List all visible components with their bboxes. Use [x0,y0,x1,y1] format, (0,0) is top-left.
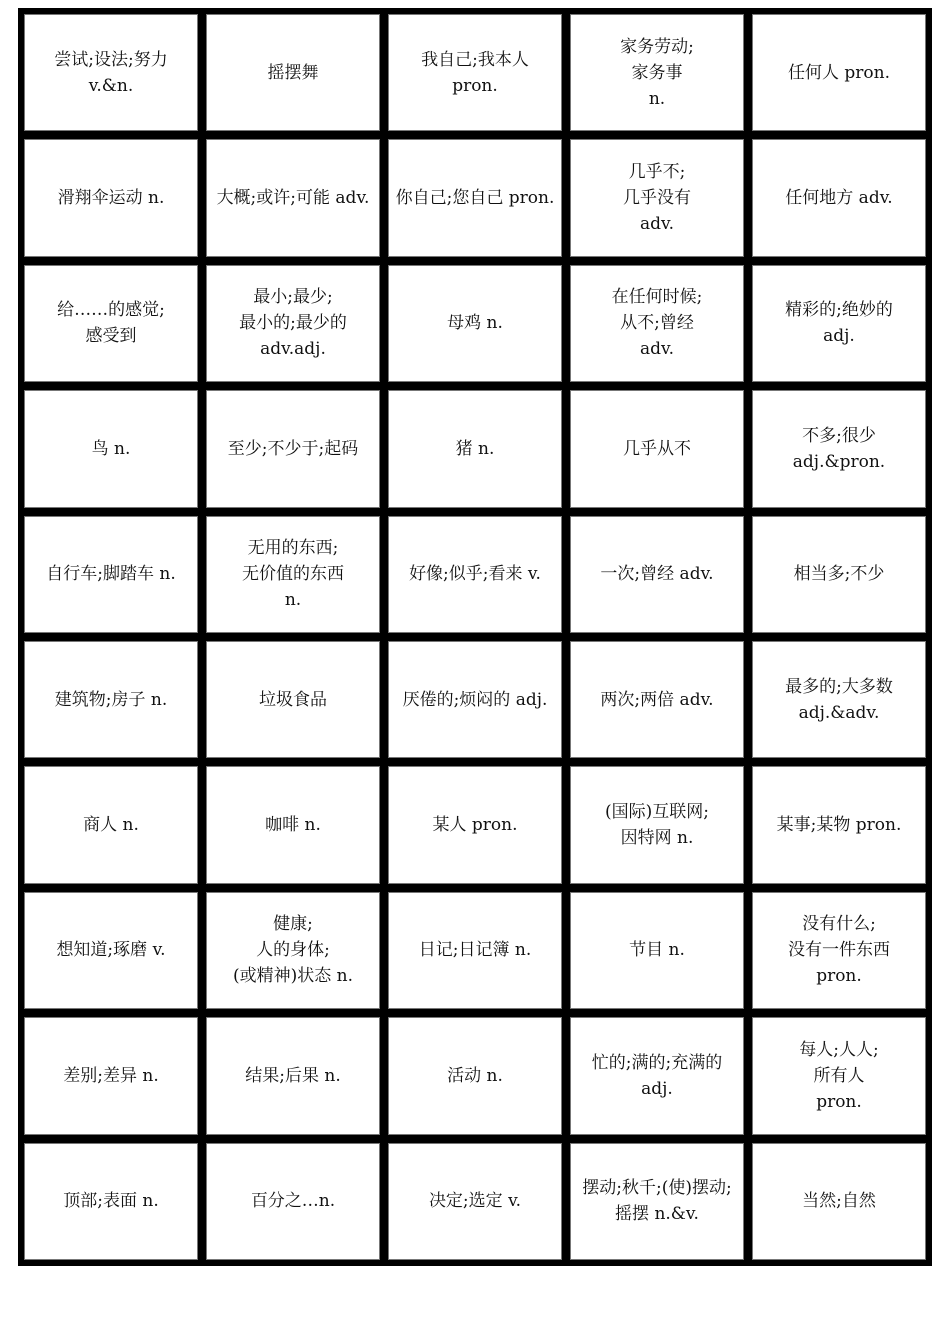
vocab-cell-text: 好像;似乎;看来 v. [409,564,541,585]
vocab-cell [569,891,745,1010]
vocab-cell-text: 精彩的;绝妙的 adj. [785,300,893,347]
vocab-cell-text: 日记;日记簿 n. [418,940,532,961]
vocab-cell-text: 至少;不少于;起码 [227,438,359,459]
vocab-cell-text: 某事;某物 pron. [776,815,902,836]
vocab-cell [387,765,563,884]
vocab-cell-text: 差别;差异 n. [63,1065,159,1086]
vocab-cell-text: 垃圾食品 [259,689,327,710]
vocab-cell-text: 我自己;我本人 pron. [421,49,529,96]
vocab-cell-text: 几乎从不 [623,438,691,459]
vocab-cell [205,891,381,1010]
vocab-cell-text: 活动 n. [447,1065,503,1086]
vocab-cell-text: 在任何时候; 从不;曾经 adv. [611,287,703,360]
vocab-cell-text: 猪 n. [455,438,495,459]
vocab-cell-text: 忙的;满的;充满的 adj. [591,1052,723,1099]
vocab-cell-text: 某人 pron. [432,815,518,836]
vocab-cell-text: 你自己;您自己 pron. [395,188,555,209]
vocab-cell [569,1016,745,1135]
vocab-cell-text: 百分之…n. [250,1191,336,1212]
vocab-cell [751,1016,927,1135]
vocab-cell-text: 相当多;不少 [793,564,885,585]
vocab-cell [205,1016,381,1135]
vocab-cell [205,765,381,884]
vocab-cell-text: 摆动;秋千;(使)摆动; 摇摆 n.&v. [582,1178,732,1225]
vocab-cell [569,138,745,257]
vocab-cell-text: 咖啡 n. [265,815,321,836]
vocabulary-card-sheet [18,8,932,1266]
vocab-cell-text: 最多的;大多数 adj.&adv. [785,676,893,723]
vocab-cell-text: 母鸡 n. [447,313,503,334]
vocab-cell-text: 不多;很少 adj.&pron. [792,425,886,472]
vocab-cell-text: 大概;或许;可能 adv. [216,188,370,209]
vocab-cell-text: 没有什么; 没有一件东西 pron. [788,914,890,987]
vocab-cell-text: (国际)互联网; 因特网 n. [605,802,709,849]
vocab-cell-text: 家务劳动; 家务事 n. [620,36,694,109]
vocab-cell [751,515,927,634]
vocab-cell [569,640,745,759]
vocab-cell-text: 无用的东西; 无价值的东西 n. [242,538,344,611]
vocab-cell [205,389,381,508]
vocab-cell-text: 每人;人人; 所有人 pron. [799,1039,879,1112]
vocab-cell [751,389,927,508]
vocab-cell-text: 自行车;脚踏车 n. [46,564,176,585]
vocab-cell [205,13,381,132]
vocab-cell [569,515,745,634]
vocab-cell-text: 顶部;表面 n. [63,1191,159,1212]
vocab-cell [205,138,381,257]
vocab-cell [387,138,563,257]
vocab-cell [751,765,927,884]
vocab-cell [751,13,927,132]
vocab-cell [23,264,199,383]
vocab-cell-text: 滑翔伞运动 n. [57,188,165,209]
vocab-cell-text: 几乎不; 几乎没有 adv. [623,162,691,235]
vocab-cell [387,1142,563,1261]
vocab-cell [23,515,199,634]
vocab-cell-text: 厌倦的;烦闷的 adj. [402,689,548,710]
vocab-cell [569,264,745,383]
vocab-cell [205,515,381,634]
vocab-cell [387,891,563,1010]
vocab-cell-text: 最小;最少; 最小的;最少的 adv.adj. [239,287,347,360]
vocab-cell [751,640,927,759]
vocab-cell [23,389,199,508]
vocab-cell [23,1142,199,1261]
vocab-cell-text: 建筑物;房子 n. [54,689,168,710]
vocab-cell-text: 一次;曾经 adv. [600,564,714,585]
vocab-cell [751,1142,927,1261]
vocab-cell-text: 摇摆舞 [267,62,319,83]
vocab-cell [569,389,745,508]
vocab-cell [23,138,199,257]
vocab-cell-text: 鸟 n. [91,438,131,459]
vocabulary-grid [23,13,927,1261]
vocab-cell [569,1142,745,1261]
vocab-cell [387,1016,563,1135]
vocab-cell-text: 想知道;琢磨 v. [56,940,166,961]
vocab-cell-text: 两次;两倍 adv. [600,689,714,710]
vocab-cell [23,891,199,1010]
vocab-cell-text: 任何人 pron. [788,62,890,83]
vocab-cell-text: 节目 n. [629,940,685,961]
vocab-cell-text: 商人 n. [83,815,139,836]
vocab-cell [387,264,563,383]
vocab-cell [387,515,563,634]
vocab-cell [751,138,927,257]
vocab-cell-text: 给……的感觉; 感受到 [57,300,165,347]
vocab-cell [23,640,199,759]
vocab-cell-text: 任何地方 adv. [785,188,893,209]
vocab-cell [205,1142,381,1261]
vocab-cell [751,891,927,1010]
vocab-cell-text: 决定;选定 v. [428,1191,522,1212]
vocab-cell-text: 健康; 人的身体; (或精神)状态 n. [232,914,354,987]
vocab-cell-text: 尝试;设法;努力 v.&n. [54,49,168,96]
vocab-cell [205,264,381,383]
vocab-cell [23,765,199,884]
vocab-cell [387,13,563,132]
vocab-cell [387,389,563,508]
vocab-cell [23,13,199,132]
vocab-cell [569,13,745,132]
vocab-cell-text: 当然;自然 [802,1191,876,1212]
vocab-cell [569,765,745,884]
vocab-cell [205,640,381,759]
vocab-cell [751,264,927,383]
vocab-cell-text: 结果;后果 n. [245,1065,341,1086]
vocab-cell [23,1016,199,1135]
vocab-cell [387,640,563,759]
